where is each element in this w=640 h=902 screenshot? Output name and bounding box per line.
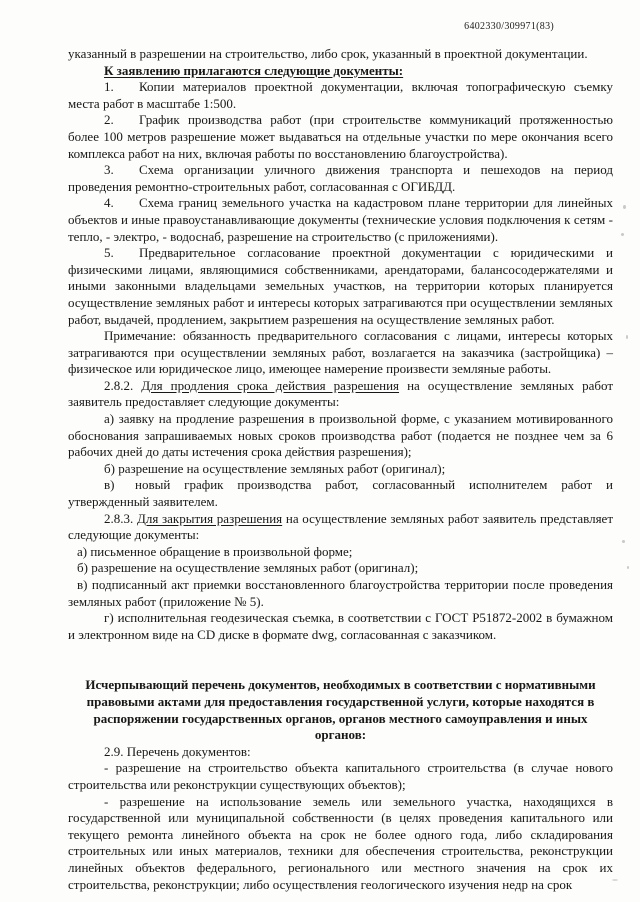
- section-2-9: 2.9. Перечень документов:: [104, 743, 251, 759]
- list-item-1-text: Копии материалов проектной документации, включая топографическую съемку места работ в масштабе 1:500.: [68, 79, 613, 111]
- section-2-8-2-item-v-label: в): [104, 477, 115, 493]
- section-2-8-2: [68, 378, 613, 411]
- section-2-8-3-item-g: г) исполнительная геодезическая съемка, в соответствии с ГОСТ Р51872-2002 в бумажном и электронном виде на CD диске в формате dwg, согласованная с заказчиком.: [68, 610, 613, 642]
- section-2-8-3: [68, 511, 613, 544]
- dash-item-2: - разрешение на использование земель или земельного участка, находящихся в государственной или муниципальной собственности (в целях проведения капитального или текущего ремонта линейного объекта на срок не более одного года, либо складирования строительных или иных материалов, техники для обеспечения строительства, реконструкции линейных объектов федерального, регионального или местного значения на срок их строительства, реконструкции; либо осуществления геологического изучения недр на срок: [68, 793, 613, 892]
- exhaustive-list-heading: Исчерпывающий перечень документов, необходимых в соответствии с нормативными правовыми актами для предоставления государственной услуги, которые находятся в распоряжении государственных органов, органов местного самоуправления и иных органов:: [85, 677, 596, 743]
- list-item-5: [68, 245, 613, 328]
- list-item-3-number: 3.: [104, 162, 114, 178]
- section-2-8-3-item-v: в) подписанный акт приемки восстановленного благоустройства территории после проведения земляных работ (приложение № 5).: [68, 577, 613, 609]
- note-paragraph: Примечание: обязанность предварительного согласования с лицами, интересы которых затрагиваются при осуществлении земляных работ, возлагается на заказчика (застройщика) – физическое или юридическое лицо, имеющее намерение произвести земляные работы.: [68, 328, 613, 377]
- list-item-2: [68, 112, 613, 162]
- list-item-5-number: 5.: [104, 245, 114, 261]
- list-item-4-text: Схема границ земельного участка на кадастровом плане территории для линейных объектов и иные правоустанавливающие документы (технические условия подключения к сетям - тепло, - электро, - водоснаб, разрешение на строительство (с приложениями).: [68, 195, 613, 244]
- section-2-8-2-item-b: б) разрешение на осуществление земляных работ (оригинал);: [104, 460, 446, 476]
- list-item-3: [68, 162, 613, 195]
- section-2-8-2-item-v: [68, 477, 613, 510]
- scan-artifact: [626, 335, 628, 339]
- scan-artifact: [612, 879, 618, 881]
- list-item-4-number: 4.: [104, 195, 114, 211]
- scan-artifact: [621, 233, 624, 236]
- section-2-8-2-underlined: Для продления срока действия разрешения: [141, 377, 400, 393]
- list-item-2-text: График производства работ (при строительстве коммуникаций протяженностью более 100 метров разрешение может выдаваться на отдельные участки по мере окончания всего комплекса работ на них, включая работы по восстановлению благоустройства).: [68, 112, 613, 161]
- scan-artifact: [623, 205, 626, 209]
- section-2-8-3-number: 2.8.3.: [104, 510, 137, 526]
- section-2-8-3-tail: на осуществление земляных работ заявитель представляет следующие документы:: [68, 510, 613, 543]
- section-2-8-3-underlined: Для закрытия разрешения: [136, 510, 283, 526]
- doc-reference-number: 6402330/309971(83): [464, 21, 554, 32]
- section-2-8-2-number: 2.8.2.: [104, 377, 142, 393]
- scan-artifact: [627, 566, 629, 569]
- section-2-8-3-item-b: б) разрешение на осуществление земляных работ (оригинал);: [77, 560, 419, 576]
- paragraph-intro: указанный в разрешении на строительство, либо срок, указанный в проектной документации.: [68, 46, 588, 61]
- section-2-8-2-item-a: а) заявку на продление разрешения в произвольной форме, с указанием мотивированного обоснования запрашиваемых новых сроков производства работ (подается не позднее чем за 6 рабочих дней до даты истечения срока действия разрешения);: [68, 411, 613, 460]
- scan-artifact: [622, 540, 625, 543]
- list-item-1-number: 1.: [104, 79, 114, 95]
- dash-item-1: - разрешение на строительство объекта капитального строительства (в случае нового строительства или реконструкции существующих объектов);: [68, 760, 613, 792]
- section-2-8-2-tail: на осуществление земляных работ заявитель предоставляет следующие документы:: [68, 377, 614, 410]
- attachments-heading: [68, 63, 613, 80]
- list-item-3-text: Схема организации уличного движения транспорта и пешеходов на период проведения ремонтно-строительных работ, согласованная с ОГИБДД.: [68, 162, 613, 194]
- section-2-8-3-item-a: а) письменное обращение в произвольной форме;: [77, 543, 353, 559]
- list-item-4: [68, 195, 613, 245]
- list-item-2-number: 2.: [104, 112, 114, 128]
- list-item-5-text: Предварительное согласование проектной документации с юридическими и физическими лицами, являющимися собственниками, арендаторами, балансосодержателями и иными законными владельцами земельных участков, на территории которых планируется осуществление земляных работ и интересы которых затрагиваются при осуществлении земляных работ, выдачей, продлением, закрытием разрешения на осуществление земляных работ.: [68, 245, 613, 327]
- list-item-1: [68, 79, 613, 112]
- attachments-heading-text: К заявлению прилагаются следующие документы:: [104, 62, 404, 78]
- section-2-8-2-item-v-text: новый график производства работ, согласованный исполнителем работ и утвержденный заявителем.: [68, 477, 613, 510]
